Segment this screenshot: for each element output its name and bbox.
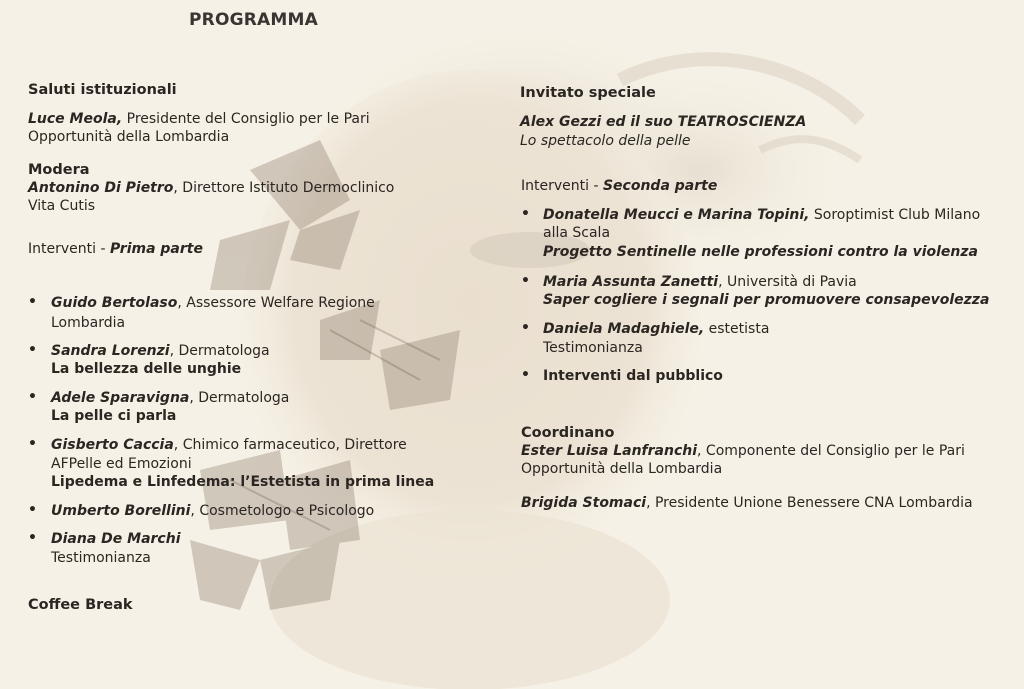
talk-title: Lipedema e Linfedema: l’Estetista in prima linea — [51, 474, 435, 490]
coordinator-role: , Presidente Unione Benessere CNA Lombardia — [646, 495, 973, 511]
speaker-name: Donatella Meucci e Marina Topini, — [543, 207, 810, 223]
saluti-speaker-role-line2: Opportunità della Lombardia — [28, 129, 230, 145]
talk-title: Saper cogliere i segnali per promuovere consapevolezza — [543, 292, 990, 308]
speaker-role-line2: AFPelle ed Emozioni — [51, 456, 192, 472]
speaker-name: Gisberto Caccia — [51, 437, 174, 453]
speaker-role-line2: Testimonianza — [51, 550, 151, 566]
bullet-icon: • — [28, 294, 37, 310]
bullet-icon: • — [521, 273, 530, 289]
coordinator-name: Brigida Stomaci — [521, 495, 647, 511]
speaker-role: estetista — [704, 321, 770, 337]
interventi-part: Seconda parte — [602, 178, 718, 194]
list-item — [51, 436, 407, 454]
speaker-role: Soroptimist Club Milano — [809, 207, 981, 223]
speaker-name: Adele Sparavigna — [51, 390, 190, 406]
bullet-icon: • — [521, 320, 530, 336]
bullet-icon: • — [521, 206, 530, 222]
speaker-name: Diana De Marchi — [51, 531, 181, 547]
list-item — [51, 502, 374, 520]
list-item — [543, 273, 857, 291]
speaker-role: , Direttore Istituto Dermoclinico — [173, 180, 395, 196]
interventi-prefix: Interventi - — [521, 178, 603, 194]
coordinator-role: , Componente del Consiglio per le Pari — [697, 443, 965, 459]
speaker-name: Daniela Madaghiele, — [543, 321, 705, 337]
list-item — [51, 294, 375, 312]
bullet-icon: • — [28, 502, 37, 518]
invitato-name: Alex Gezzi ed il suo TEATROSCIENZA — [520, 114, 807, 130]
speaker-name: Guido Bertolaso — [51, 295, 178, 311]
list-item — [51, 530, 181, 548]
speaker-name: Sandra Lorenzi — [51, 343, 170, 359]
speaker-role: , Dermatologa — [189, 390, 290, 406]
speaker-role: , Chimico farmaceutico, Direttore — [173, 437, 407, 453]
list-item-interventi-pubblico: Interventi dal pubblico — [543, 368, 723, 384]
page-title: PROGRAMMA — [189, 10, 318, 30]
speaker-role: , Cosmetologo e Psicologo — [190, 503, 375, 519]
speaker-role-line2: Testimonianza — [543, 340, 643, 356]
speaker-role-line2: Lombardia — [51, 315, 126, 331]
coordinator-2 — [521, 494, 973, 512]
coordinator-1 — [521, 442, 965, 460]
coffee-break: Coffee Break — [28, 597, 133, 613]
bullet-icon: • — [28, 342, 37, 358]
talk-title: La pelle ci parla — [51, 408, 177, 424]
list-item — [51, 389, 289, 407]
interventi-part: Prima parte — [109, 241, 203, 257]
speaker-name: Maria Assunta Zanetti — [543, 274, 719, 290]
talk-title: La bellezza delle unghie — [51, 361, 242, 377]
talk-title: Progetto Sentinelle nelle professioni contro la violenza — [543, 244, 978, 260]
interventi-seconda-heading — [521, 177, 717, 195]
saluti-heading: Saluti istituzionali — [28, 82, 177, 98]
interventi-prima-heading — [28, 240, 203, 258]
speaker-role: , Assessore Welfare Regione — [177, 295, 375, 311]
bullet-icon: • — [28, 530, 37, 546]
speaker-role: , Università di Pavia — [718, 274, 857, 290]
coordinano-heading: Coordinano — [521, 425, 615, 441]
list-item — [543, 320, 769, 338]
list-item — [543, 206, 980, 224]
speaker-role: Presidente del Consiglio per le Pari — [122, 111, 370, 127]
coordinator-name: Ester Luisa Lanfranchi — [521, 443, 698, 459]
speaker-name: Antonino Di Pietro — [28, 180, 174, 196]
modera-heading: Modera — [28, 162, 90, 178]
list-item — [51, 342, 270, 360]
bullet-icon: • — [28, 436, 37, 452]
speaker-name: Luce Meola, — [28, 111, 123, 127]
bullet-icon: • — [28, 389, 37, 405]
speaker-role-line2: alla Scala — [543, 225, 611, 241]
speaker-role: , Dermatologa — [169, 343, 270, 359]
modera-speaker — [28, 179, 394, 197]
saluti-speaker — [28, 110, 370, 128]
bullet-icon: • — [521, 367, 530, 383]
invitato-heading: Invitato speciale — [520, 85, 656, 101]
coordinator-1-role-line2: Opportunità della Lombardia — [521, 461, 723, 477]
invitato-subtitle: Lo spettacolo della pelle — [520, 133, 691, 149]
interventi-prefix: Interventi - — [28, 241, 110, 257]
modera-speaker-role-line2: Vita Cutis — [28, 198, 95, 214]
speaker-name: Umberto Borellini — [51, 503, 191, 519]
